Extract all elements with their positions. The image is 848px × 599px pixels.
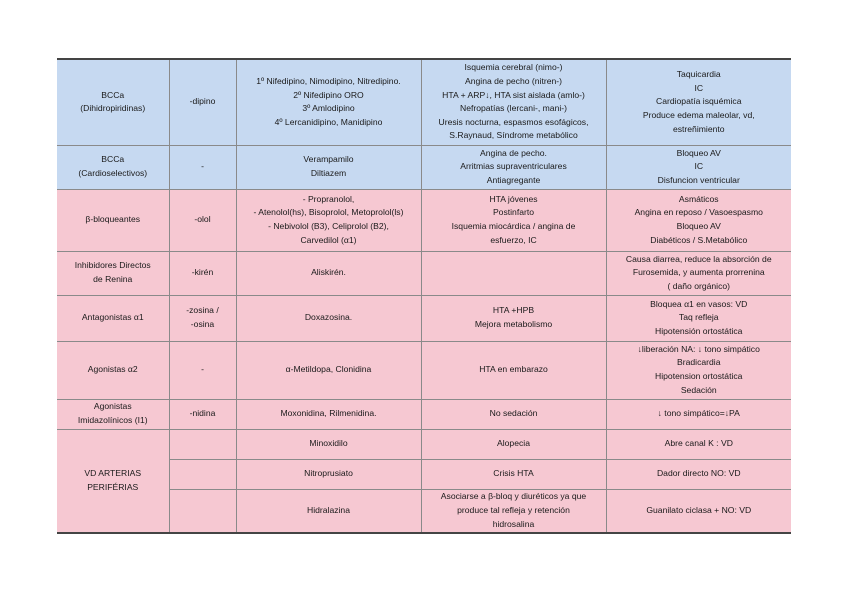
drug-group-cell: β-bloqueantes: [57, 189, 169, 251]
drugs-cell: Minoxidilo: [236, 429, 421, 459]
indications-cell: Crisis HTA: [421, 459, 606, 489]
table-row: [57, 59, 791, 145]
drugs-cell: Moxonidina, Rilmenidina.: [236, 399, 421, 429]
effects-cell: ↓liberación NA: ↓ tono simpático Bradicardia Hipotension ortostática Sedación: [606, 341, 791, 399]
drug-group-cell: VD ARTERIAS PERIFÉRIAS: [57, 429, 169, 533]
indications-cell: HTA en embarazo: [421, 341, 606, 399]
suffix-cell: [169, 429, 236, 459]
effects-cell: Guanilato ciclasa + NO: VD: [606, 489, 791, 533]
indications-cell: No sedación: [421, 399, 606, 429]
effects-cell: Dador directo NO: VD: [606, 459, 791, 489]
suffix-cell: -zosina / -osina: [169, 295, 236, 341]
table-row: [57, 251, 791, 295]
suffix-cell: -dipino: [169, 59, 236, 145]
indications-cell: Alopecia: [421, 429, 606, 459]
table-row: [57, 145, 791, 189]
indications-cell: HTA jóvenes Postinfarto Isquemia miocárdica / angina de esfuerzo, IC: [421, 189, 606, 251]
effects-cell: Bloquea α1 en vasos: VD Taq refleja Hipotensión ortostática: [606, 295, 791, 341]
indications-cell: Angina de pecho. Arritmias supraventriculares Antiagregante: [421, 145, 606, 189]
indications-cell: Isquemia cerebral (nimo-) Angina de pecho (nitren-) HTA + ARP↓, HTA sist aislada (amlo-) Nefropatías (lercani-, mani-) Uresis nocturna, espasmos esofágicos, S.Raynaud, Síndrome metabólico: [421, 59, 606, 145]
effects-cell: ↓ tono simpático=↓PA: [606, 399, 791, 429]
effects-cell: Abre canal K : VD: [606, 429, 791, 459]
table-row: [57, 399, 791, 429]
drug-group-cell: Antagonistas α1: [57, 295, 169, 341]
drugs-cell: - Propranolol, - Atenolol(hs), Bisoprolol, Metoprolol(ls) - Nebivolol (B3), Celiprolol (B2), Carvedilol (α1): [236, 189, 421, 251]
suffix-cell: -nidina: [169, 399, 236, 429]
indications-cell: [421, 251, 606, 295]
drugs-cell: Aliskirén.: [236, 251, 421, 295]
suffix-cell: -kirén: [169, 251, 236, 295]
table-row: [57, 295, 791, 341]
suffix-cell: -: [169, 145, 236, 189]
effects-cell: Taquicardia IC Cardiopatía isquémica Produce edema maleolar, vd, estreñimiento: [606, 59, 791, 145]
suffix-cell: [169, 489, 236, 533]
table-row: [57, 341, 791, 399]
antihypertensive-drug-table: [57, 58, 791, 534]
drugs-cell: Hidralazina: [236, 489, 421, 533]
effects-cell: Causa diarrea, reduce la absorción de Furosemida, y aumenta prorrenina ( daño orgánico): [606, 251, 791, 295]
drug-group-cell: Agonistas Imidazolínicos (I1): [57, 399, 169, 429]
drugs-cell: Nitroprusiato: [236, 459, 421, 489]
indications-cell: HTA +HPB Mejora metabolismo: [421, 295, 606, 341]
drug-group-cell: Agonistas α2: [57, 341, 169, 399]
effects-cell: Bloqueo AV IC Disfuncion ventricular: [606, 145, 791, 189]
table-row: [57, 429, 791, 459]
suffix-cell: -: [169, 341, 236, 399]
effects-cell: Asmáticos Angina en reposo / Vasoespasmo Bloqueo AV Diabéticos / S.Metabólico: [606, 189, 791, 251]
suffix-cell: [169, 459, 236, 489]
drugs-cell: α-Metildopa, Clonidina: [236, 341, 421, 399]
drug-group-cell: Inhibidores Directos de Renina: [57, 251, 169, 295]
drugs-cell: Doxazosina.: [236, 295, 421, 341]
indications-cell: Asociarse a β-bloq y diuréticos ya que produce tal refleja y retención hidrosalina: [421, 489, 606, 533]
suffix-cell: -olol: [169, 189, 236, 251]
drug-group-cell: BCCa (Dihidropiridinas): [57, 59, 169, 145]
drug-group-cell: BCCa (Cardioselectivos): [57, 145, 169, 189]
drugs-cell: 1º Nifedipino, Nimodipino, Nitredipino. 2º Nifedipino ORO 3º Amlodipino 4º Lercanidipino, Manidipino: [236, 59, 421, 145]
drugs-cell: Verampamilo Diltiazem: [236, 145, 421, 189]
table-row: [57, 189, 791, 251]
